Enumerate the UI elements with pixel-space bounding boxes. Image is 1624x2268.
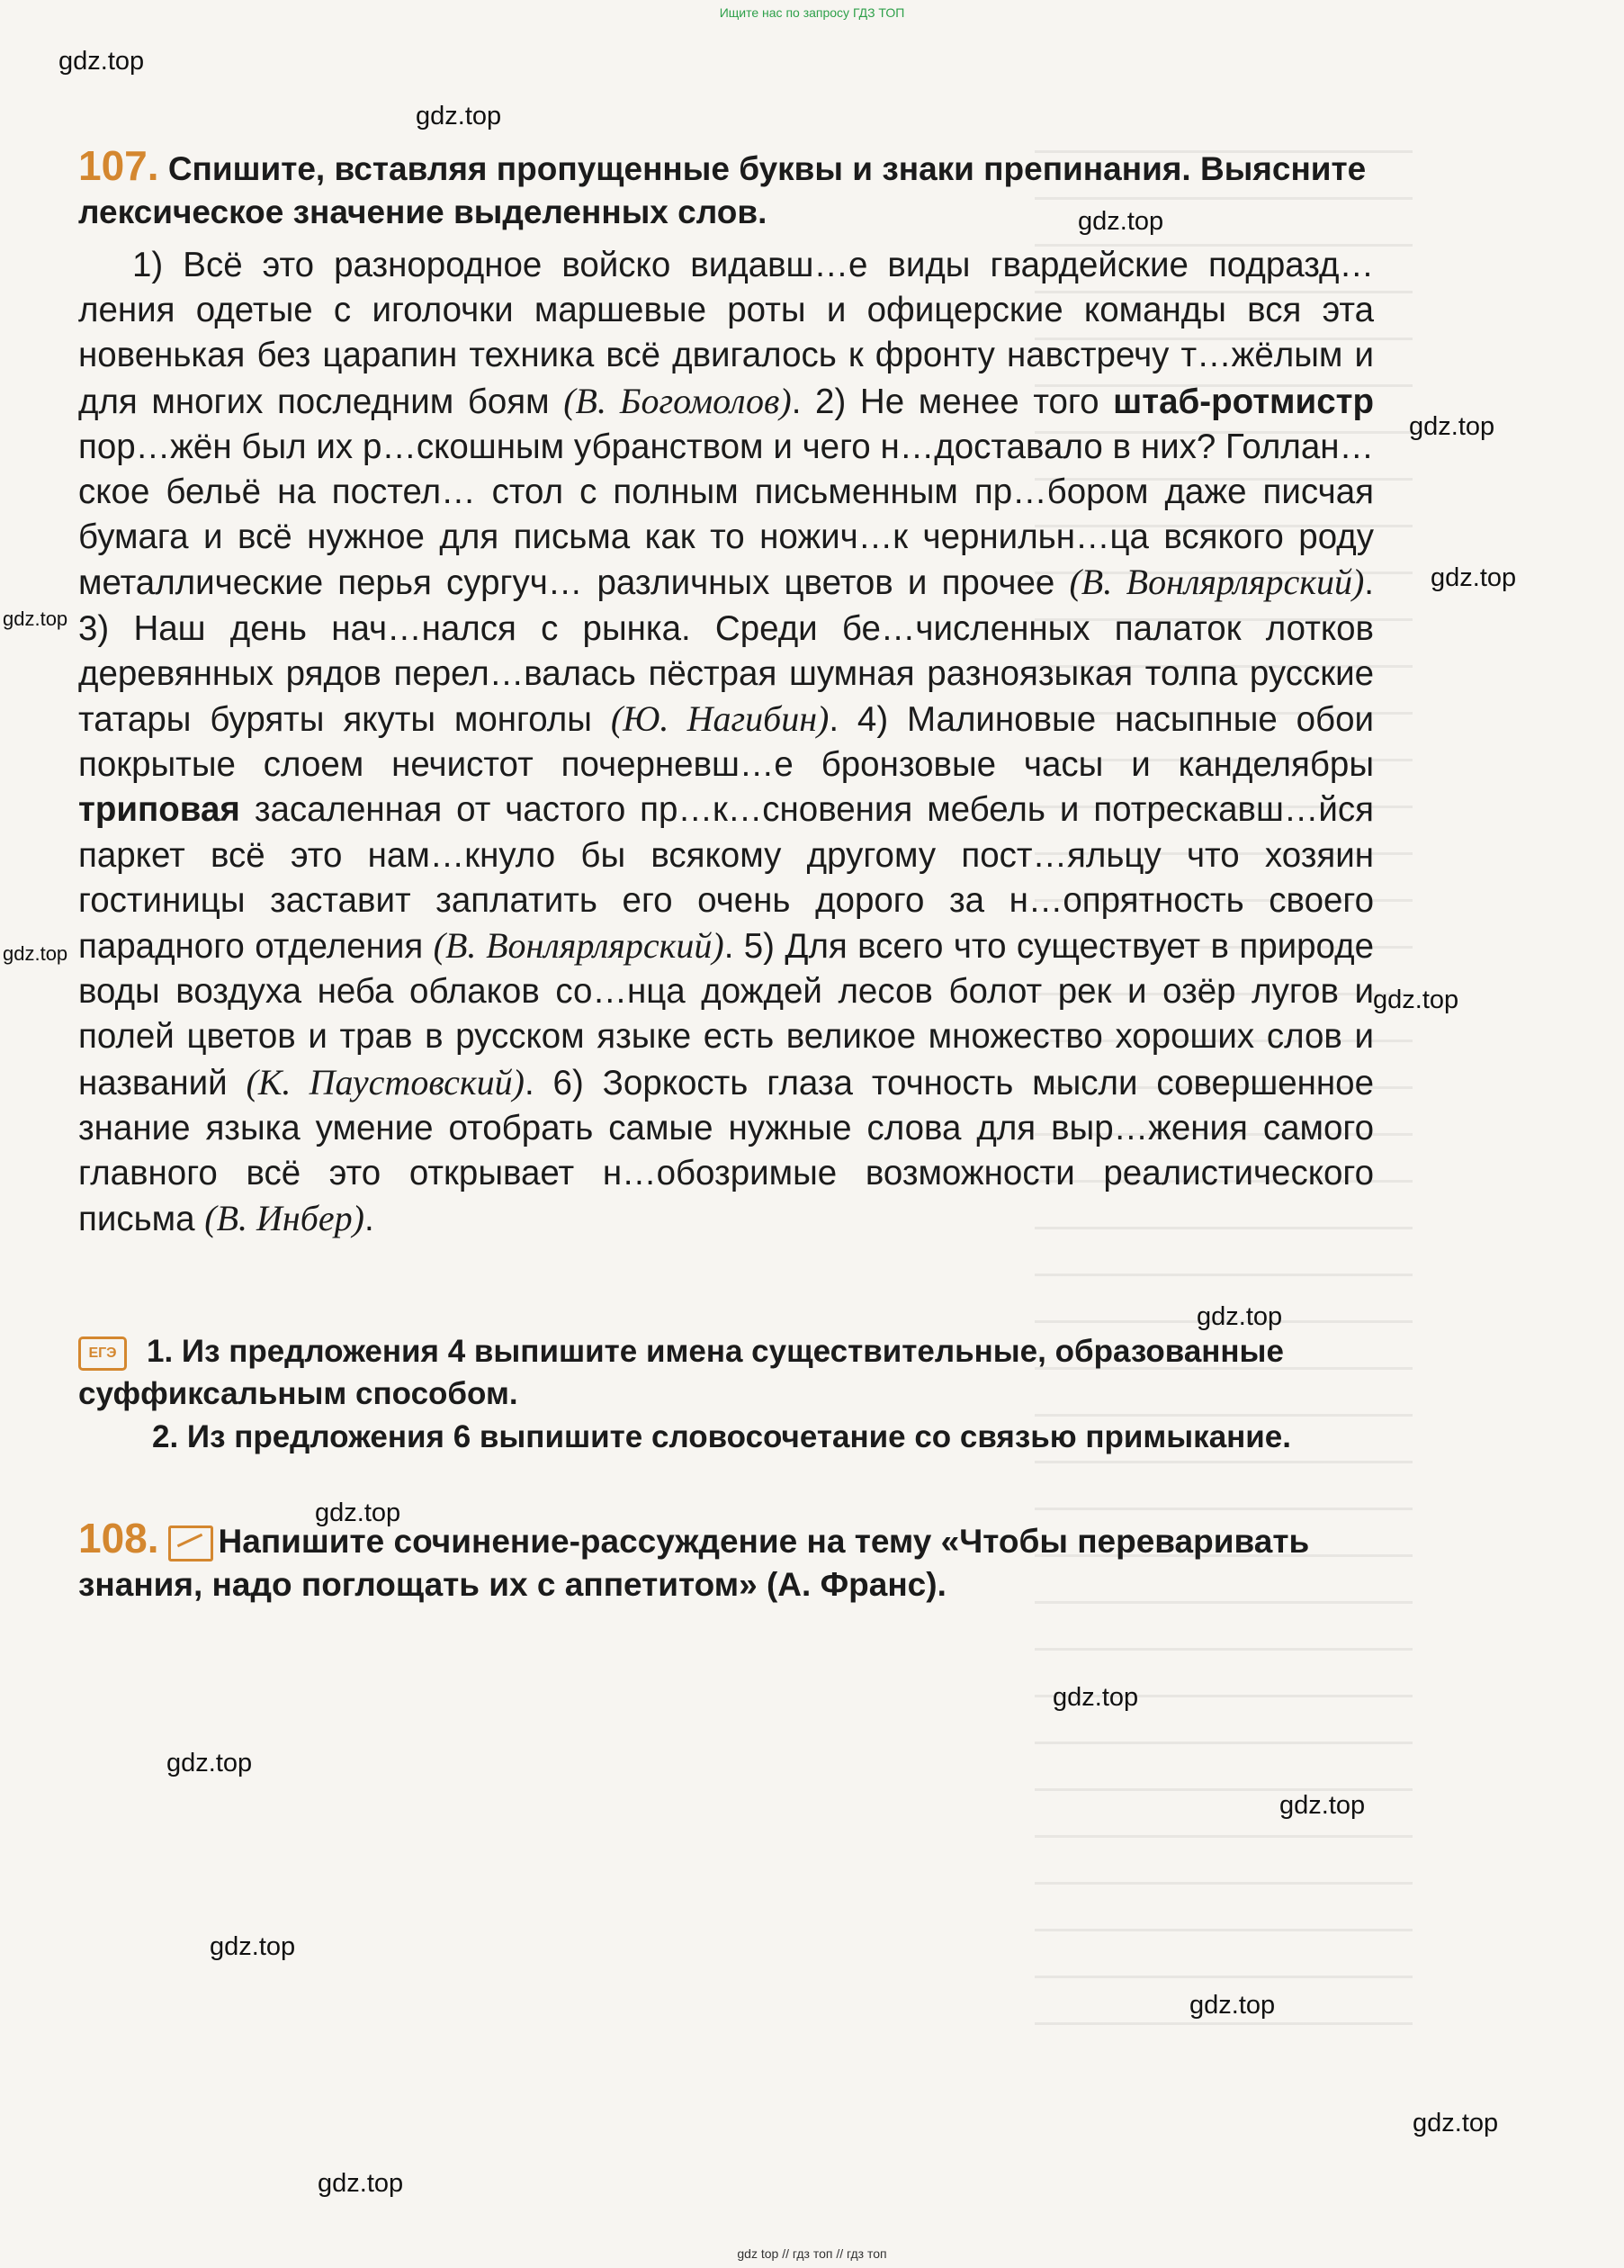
watermark: gdz.top [1413,2109,1499,2138]
author-5: (К. Паустовский) [246,1061,525,1102]
exercise-107-text [78,243,1374,1242]
task-text: Спишите, вставляя пропущенные буквы и знаки препинания. Выясните лексическое значение выделенных слов. [78,150,1367,230]
sentence-5: . 5) Для всего что существует в природе воды воздуха неба облаков со…нца дождей лесов болот рек и озёр лугов и полей цветов и трав в русском языке есть великое множество хороших слов и названий [78,927,1374,1102]
watermark: gdz.top [1078,207,1164,236]
watermark: gdz.top [1279,1791,1366,1820]
exercise-108-task [78,1516,1374,1606]
watermark: gdz.top [210,1932,296,1961]
sentence-2a: . 2) Не менее того [791,382,1099,421]
header-link[interactable]: Ищите нас по запросу ГДЗ ТОП [719,5,905,20]
watermark: gdz.top [3,608,68,630]
task-text: Напишите сочинение-рассуждение на тему «Чтобы переваривать знания, надо поглощать их с аппетитом» (А. Франс). [78,1523,1310,1603]
sentence-end: . [363,1200,374,1239]
author-2: (В. Вонлярлярский) [1069,562,1365,603]
author-6: (В. Инбер) [204,1198,364,1239]
sentence-6: . 6) Зоркость глаза точность мысли совершенное знание языка умение отобрать самые нужные слова для выр…жения самого главного всё это открывает н…обозримые возможности реалистического письма [78,1063,1374,1239]
ege-icon: ЕГЭ [78,1336,127,1371]
watermark: gdz.top [315,1498,401,1527]
watermark: gdz.top [318,2169,404,2198]
sentence-3: . 3) Наш день нач…нался с рынка. Среди бе…численных палаток лотков деревянных рядов перел…валась пёстрая шумная разноязыкая толпа русские татары буряты якуты монголы [78,563,1374,740]
watermark: gdz.top [1053,1683,1139,1712]
author-3: (Ю. Нагибин) [610,698,830,740]
sentence-4a: . 4) Малиновые насыпные обои покрытые слоем нечистот почерневш…е бронзовые часы и канделябры [78,700,1375,785]
exercise-107-task [78,144,1374,234]
question-1 [78,1330,1374,1415]
footer-link[interactable]: gdz top // гдз топ // гдз топ [737,2246,887,2261]
question-2-text: 2. Из предложения 6 выпишите словосочетание со связью примыкание. [152,1419,1291,1454]
highlighted-word: триповая [78,790,240,830]
writing-icon [168,1526,213,1562]
sentence-1: 1) Всё это разнородное войско видавш…е виды гвардейские подразд…ления одетые с иголочки маршевые роты и офицерские команды вся эта новенькая без царапин техника всё двигалось к фронту навстречу т…жёлым и для многих последним боям [78,246,1374,421]
watermark: gdz.top [1189,1991,1276,2020]
watermark: gdz.top [1431,563,1517,592]
author-1: (В. Богомолов) [563,380,792,421]
watermark: gdz.top [416,102,502,130]
watermark: gdz.top [1373,986,1459,1014]
highlighted-word: штаб-ротмистр [1113,382,1374,421]
watermark: gdz.top [166,1749,253,1778]
author-4: (В. Вонлярлярский) [433,925,724,967]
watermark: gdz.top [58,47,145,76]
sentence-2b: пор…жён был их р…скошным убранством и чего н…доставало в них? Голлан…ское бельё на постел… стол с полным письменным пр…бором даже писчая бумага и всё нужное для письма как то ножич…к чернильн…ца всякого роду металлические перья сургуч… различных цветов и прочее [78,427,1374,603]
watermark: gdz.top [1197,1302,1283,1331]
sentence-4b: засаленная от частого пр…к…сновения мебель и потрескавш…йся паркет всё это нам…кнуло бы всякому другому пост…яльцу что хозяин гостиницы заставит заплатить его очень дорого за н…опрятность своего парадного отделения [78,790,1374,967]
exercise-number: 107. [78,142,159,189]
question-1-text: 1. Из предложения 4 выпишите имена существительные, образованные суффиксальным способом. [78,1334,1284,1411]
question-2 [78,1416,1374,1458]
exercise-number: 108. [78,1515,159,1562]
watermark: gdz.top [3,942,68,965]
watermark: gdz.top [1409,412,1495,441]
